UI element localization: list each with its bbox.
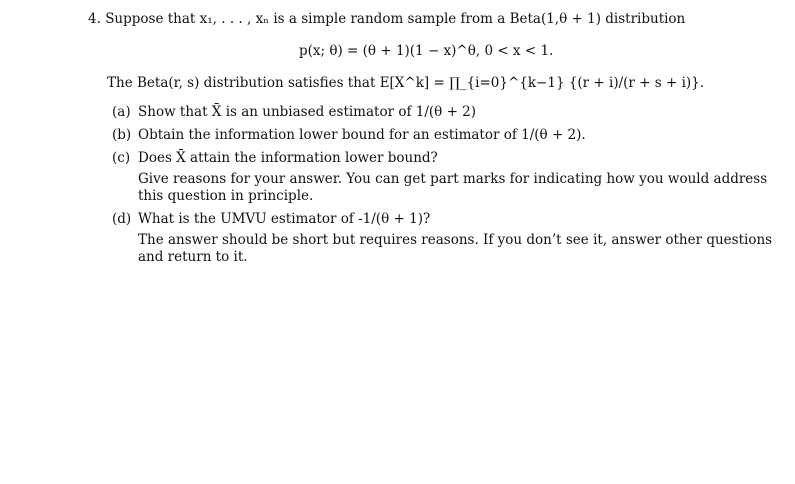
part-c-text: Does X̄ attain the information lower bound? xyxy=(138,150,438,166)
moment-fact: The Beta(r, s) distribution satisfies that E[X^k] = ∏_{i=0}^{k−1} {(r + i)/(r + s + i)}. xyxy=(107,75,705,91)
part-a-label: (a) xyxy=(112,104,131,120)
part-c-note-line2: this question in principle. xyxy=(138,188,314,204)
problem-intro xyxy=(88,10,685,28)
problem-intro-text: Suppose that x₁, . . . , xₙ is a simple random sample from a Beta(1,θ + 1) distribution xyxy=(105,11,686,27)
part-d-text: What is the UMVU estimator of -1/(θ + 1)? xyxy=(138,211,431,227)
part-b-text: Obtain the information lower bound for an estimator of 1/(θ + 2). xyxy=(138,127,586,143)
part-a-text: Show that X̄ is an unbiased estimator of 1/(θ + 2) xyxy=(138,104,477,120)
problem-number: 4. xyxy=(88,11,101,27)
part-b-label: (b) xyxy=(112,127,132,143)
part-d-label: (d) xyxy=(112,211,132,227)
density-equation: p(x; θ) = (θ + 1)(1 − x)^θ, 0 < x < 1. xyxy=(299,43,554,59)
part-c-note-line1: Give reasons for your answer. You can get part marks for indicating how you would address xyxy=(138,171,768,187)
part-d-note-line2: and return to it. xyxy=(138,249,248,265)
part-d-note-line1: The answer should be short but requires reasons. If you don’t see it, answer other questions xyxy=(138,232,773,248)
part-c-label: (c) xyxy=(112,150,131,166)
